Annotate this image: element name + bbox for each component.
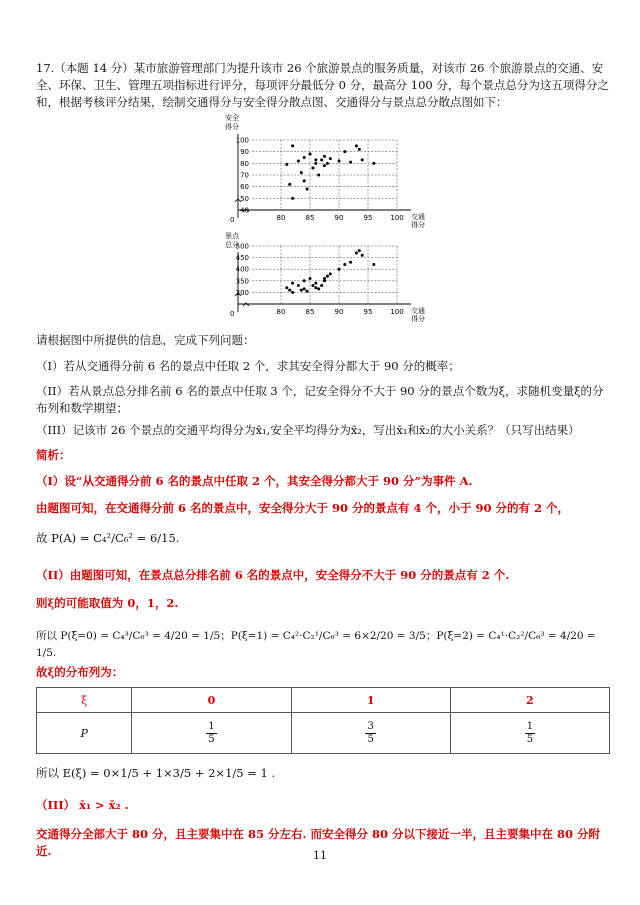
expectation-formula: 所以 E(ξ) = 0×1/5 + 1×3/5 + 2×1/5 = 1 . xyxy=(36,766,276,780)
table-row xyxy=(37,713,610,754)
scatter-chart-traffic-safety xyxy=(220,110,425,229)
question-1: （I）若从交通得分前 6 名的景点中任取 2 个，求其安全得分都大于 90 分的概率； xyxy=(36,359,460,373)
problem-text: 17.（本题 14 分）某市旅游管理部门为提升该市 26 个旅游景点的服务质量，对该市 26 个旅游景点的交通、安全、环保、卫生、管理五项指标进行评分，每项评分最低分 0 分，最高分 100 分，每个景点总分为这五项得分之和，根据考核评分结果，绘制交通得分与安全得分散点图、交通得分与景点总分散点图如下： xyxy=(36,61,609,109)
solution-2-probabilities: 所以 P(ξ=0) = C₄³/C₆³ = 4/20 = 1/5；P(ξ=1) = C₄²·C₂¹/C₆³ = 6×2/20 = 3/5；P(ξ=2) = C₄¹·C₂²/C₆³ = 4/20 = 1/5. xyxy=(36,630,596,659)
y-tick-label: 350 xyxy=(235,277,249,286)
x-axis-label: 得分 xyxy=(411,315,425,323)
data-point xyxy=(309,153,312,156)
data-point xyxy=(358,148,361,151)
x-tick-label: 100 xyxy=(390,214,404,222)
data-point xyxy=(338,268,341,271)
data-point xyxy=(297,160,300,163)
y-axis-label: 得分 xyxy=(225,123,239,131)
y-axis-label: 安全 xyxy=(225,114,239,122)
data-point xyxy=(314,286,317,289)
data-point xyxy=(361,254,364,257)
data-point xyxy=(303,279,306,282)
data-point xyxy=(291,282,294,285)
fraction-numerator: 1 xyxy=(208,720,215,732)
y-tick-label: 500 xyxy=(235,242,249,251)
data-point xyxy=(300,171,303,174)
x-axis-label: 交通 xyxy=(411,307,425,315)
x-tick-label: 100 xyxy=(390,308,404,316)
solution-1-formula: 故 P(A) = C₄²/C₆² = 6/15. xyxy=(36,531,180,545)
data-point xyxy=(291,144,294,147)
axis-break-mark xyxy=(243,303,249,306)
data-point xyxy=(361,158,364,161)
data-point xyxy=(285,163,288,166)
y-tick-label: 40 xyxy=(240,206,249,215)
x-tick-label: 80 xyxy=(276,308,286,316)
y-tick-label: 80 xyxy=(240,159,249,168)
scatter-chart-traffic-total xyxy=(220,228,425,323)
data-point xyxy=(303,156,306,159)
data-point xyxy=(297,284,300,287)
fraction-denominator: 5 xyxy=(526,733,534,745)
data-point xyxy=(306,188,309,191)
y-tick-label: 60 xyxy=(240,183,249,192)
solution-1-event: （I）设“从交通得分前 6 名的景点中任取 2 个，其安全得分都大于 90 分”为事件 A. xyxy=(36,474,473,488)
distribution-table xyxy=(36,687,610,754)
table-cell xyxy=(291,713,450,754)
data-point xyxy=(372,263,375,266)
y-tick-label: 50 xyxy=(240,194,249,203)
x-tick-label: 95 xyxy=(363,308,373,316)
data-point xyxy=(320,158,323,161)
distribution-intro: 故ξ的分布列为： xyxy=(36,665,124,679)
y-tick-label: 300 xyxy=(235,288,249,297)
data-point xyxy=(309,277,312,280)
data-point xyxy=(314,282,317,285)
data-point xyxy=(343,150,346,153)
data-point xyxy=(291,197,294,200)
instruction-text: 请根据图中所提供的信息，完成下列问题： xyxy=(36,333,255,347)
data-point xyxy=(349,261,352,264)
solution-2-reason: （II）由题图可知，在景点总分排名前 6 名的景点中，安全得分不大于 90 分的景点有 2 个. xyxy=(36,568,510,582)
y-tick-label: 100 xyxy=(235,136,249,145)
data-point xyxy=(288,183,291,186)
x-tick-label: 85 xyxy=(305,308,315,316)
data-point xyxy=(329,157,332,160)
data-point xyxy=(323,164,326,167)
data-point xyxy=(317,174,320,177)
y-tick-label: 90 xyxy=(240,148,249,157)
data-point xyxy=(355,251,358,254)
data-point xyxy=(303,287,306,290)
data-point xyxy=(303,179,306,182)
solution-1-reason: 由题图可知，在交通得分前 6 名的景点中，安全得分大于 90 分的景点有 4 个，小于 90 分的有 2 个， xyxy=(36,501,570,515)
x-tick-label: 90 xyxy=(334,308,344,316)
data-point xyxy=(300,289,303,292)
data-point xyxy=(372,162,375,165)
fraction-denominator: 5 xyxy=(367,733,374,745)
data-point xyxy=(314,162,317,165)
solution-2-values: 则ξ的可能取值为 0，1，2. xyxy=(36,596,179,610)
x-tick-label: 90 xyxy=(334,214,344,222)
table-cell: P xyxy=(37,713,132,754)
data-point xyxy=(343,263,346,266)
x-tick-label: 85 xyxy=(305,214,315,222)
solution-3-reason: 交通得分全部大于 80 分，且主要集中在 85 分左右. 而安全得分 80 分以下接近一半，且主要集中在 80 分附近. xyxy=(36,827,601,858)
y-tick-label: 400 xyxy=(235,265,249,274)
question-2: （II）若从景点总分排名前 6 名的景点中任取 3 个，记安全得分不大于 90 分的景点个数为ξ，求随机变量ξ的分布列和数学期望； xyxy=(36,384,604,415)
data-point xyxy=(349,161,352,164)
fraction-numerator: 1 xyxy=(526,720,534,732)
solution-3-result: （III） x̄₁ > x̄₂ . xyxy=(36,798,129,812)
origin-label: 0 xyxy=(230,310,235,318)
y-tick-label: 70 xyxy=(240,171,249,180)
data-point xyxy=(326,275,329,278)
data-point xyxy=(314,158,317,161)
data-point xyxy=(306,290,309,293)
data-point xyxy=(291,291,294,294)
table-cell xyxy=(450,713,609,754)
data-point xyxy=(323,155,326,158)
data-point xyxy=(311,167,314,170)
solution-label: 简析： xyxy=(36,448,71,462)
data-point xyxy=(320,284,323,287)
x-axis-label: 交通 xyxy=(411,213,425,221)
data-point xyxy=(329,272,332,275)
y-axis-label: 景点 xyxy=(225,232,239,240)
table-header-cell: ξ xyxy=(37,688,132,713)
data-point xyxy=(285,286,288,289)
table-header-cell: 2 xyxy=(450,688,609,713)
origin-label: 0 xyxy=(230,216,235,224)
fraction-denominator: 5 xyxy=(208,733,215,745)
data-point xyxy=(338,160,341,163)
x-axis-label: 得分 xyxy=(411,221,425,229)
table-cell xyxy=(132,713,291,754)
x-tick-label: 80 xyxy=(276,214,286,222)
y-tick-label: 450 xyxy=(235,254,249,263)
y-axis-label: 总分 xyxy=(225,241,239,249)
table-header-cell: 0 xyxy=(132,688,291,713)
data-point xyxy=(288,289,291,292)
question-3: （III）记该市 26 个景点的交通平均得分为x̄₁,安全平均得分为x̄₂，写出x̄₁和x̄₂的大小关系？（只写出结果） xyxy=(36,423,580,437)
page-number: 11 xyxy=(313,849,327,862)
data-point xyxy=(355,144,358,147)
data-point xyxy=(311,284,314,287)
fraction-numerator: 3 xyxy=(367,720,374,732)
table-header-cell: 1 xyxy=(291,688,450,713)
data-point xyxy=(326,162,329,165)
data-point xyxy=(358,249,361,252)
x-tick-label: 95 xyxy=(363,214,373,222)
table-row xyxy=(37,688,610,713)
data-point xyxy=(323,277,326,280)
data-point xyxy=(317,287,320,290)
